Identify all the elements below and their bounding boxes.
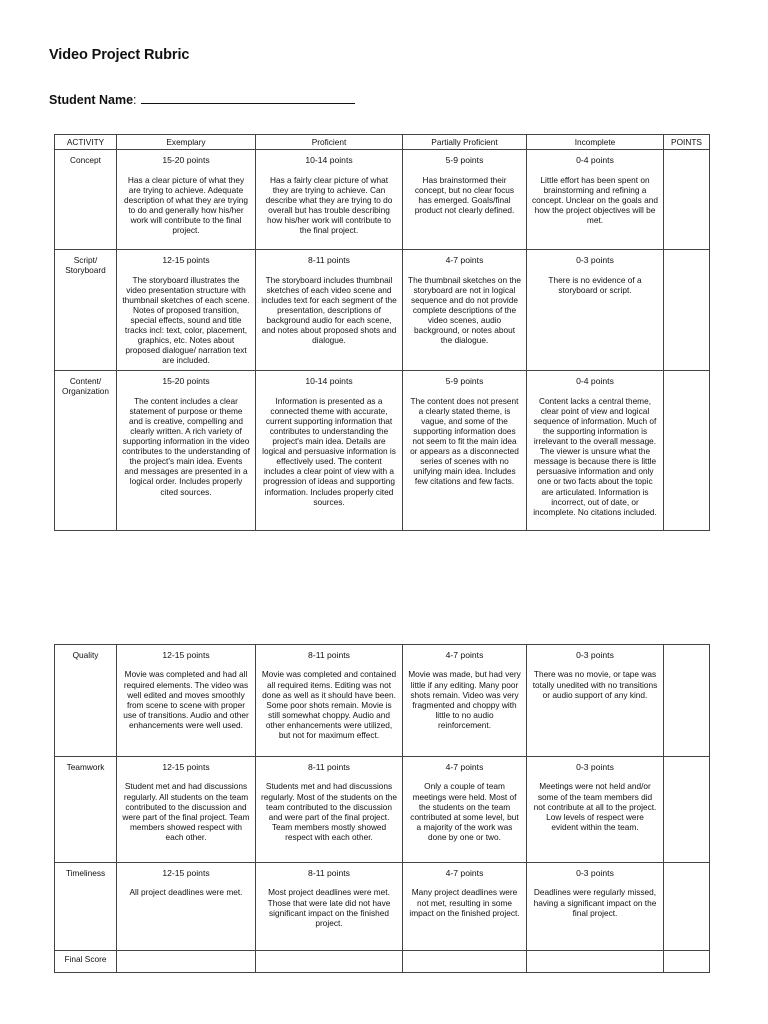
points-entry-cell[interactable]	[664, 371, 710, 531]
student-name-colon: :	[133, 93, 137, 107]
activity-label: Quality	[72, 650, 99, 660]
final-score-cell[interactable]	[527, 951, 664, 973]
points-range: 8-11 points	[308, 650, 350, 660]
partially-proficient-cell	[403, 863, 527, 951]
activity-cell	[55, 250, 117, 371]
criteria-text: The storyboard includes thumbnail sketches of each video scene and includes text for each segment of the presentation, descriptions of background audio for each scene, and notes about proposed shots and dialogue.	[261, 274, 397, 346]
criteria-text: The content does not present a clearly stated theme, is vague, and some of the supporting information does not seem to fit the main idea or appears as a disconnected series of scenes with no unifying main idea. Includes few citations and few facts.	[410, 395, 519, 487]
activity-label: Script/ Storyboard	[65, 255, 106, 276]
proficient-cell	[256, 863, 403, 951]
partially-proficient-cell	[403, 150, 527, 250]
proficient-cell	[256, 250, 403, 371]
activity-label: Teamwork	[66, 762, 105, 772]
row-script-storyboard	[55, 250, 710, 371]
points-entry-cell[interactable]	[664, 863, 710, 951]
proficient-cell	[256, 150, 403, 250]
criteria-text: Only a couple of team meetings were held. Most of the students on the team contributed at some level, but a majority of the work was done by one or two.	[410, 781, 519, 843]
points-range: 4-7 points	[445, 650, 484, 660]
header-row	[55, 135, 710, 150]
document-title: Video Project Rubric	[49, 47, 190, 63]
criteria-text: Movie was completed and contained all required items. Editing was not done as well as it should have been. Some poor shots remain. Movie is still somewhat choppy. Audio and other enhancements were utilized, but not for maximum effect.	[261, 669, 397, 741]
points-range: 5-9 points	[445, 155, 484, 166]
criteria-text: Has a clear picture of what they are trying to achieve. Adequate description of what they are trying to do and generally how his/her work will contribute to the final project.	[123, 174, 249, 236]
points-range: 12-15 points	[162, 762, 210, 772]
points-range: 8-11 points	[308, 868, 350, 878]
row-teamwork	[55, 757, 710, 863]
final-score-cell[interactable]	[256, 951, 403, 973]
points-range: 15-20 points	[162, 376, 210, 387]
proficient-cell	[256, 645, 403, 757]
incomplete-cell	[527, 863, 664, 951]
criteria-text: Students met and had discussions regularly. Most of the students on the team contributed to the discussion and were part of the final project. Team members mostly showed respect with each other.	[261, 781, 397, 843]
points-range: 4-7 points	[445, 868, 484, 878]
header-exemplary: Exemplary	[117, 135, 256, 150]
criteria-text: Deadlines were regularly missed, having a significant impact on the final project.	[533, 887, 657, 918]
final-score-label: Final Score	[55, 951, 117, 973]
header-points: POINTS	[664, 135, 710, 150]
criteria-text: Has brainstormed their concept, but no clear focus has emerged. Goals/final product not clearly defined.	[414, 174, 515, 215]
row-quality	[55, 645, 710, 757]
activity-label: Content/ Organization	[61, 376, 110, 397]
final-score-cell[interactable]	[403, 951, 527, 973]
criteria-text: Many project deadlines were not met, resulting in some impact on the finished project.	[409, 887, 520, 918]
criteria-text: Student met and had discussions regularly. All students on the team contributed to the discussion and were part of the final project. Team members showed respect with each other.	[122, 781, 250, 843]
points-range: 0-4 points	[576, 376, 614, 387]
points-range: 8-11 points	[308, 762, 350, 772]
row-timeliness	[55, 863, 710, 951]
criteria-text: Movie was completed and had all required elements. The video was well edited and moves smoothly from scene to scene with proper use of transitions. Audio and other enhancements were well used.	[123, 669, 249, 731]
points-range: 0-4 points	[576, 155, 614, 166]
row-final-score	[55, 951, 710, 973]
row-content-organization	[55, 371, 710, 531]
exemplary-cell	[117, 645, 256, 757]
exemplary-cell	[117, 863, 256, 951]
proficient-cell	[256, 757, 403, 863]
exemplary-cell	[117, 150, 256, 250]
incomplete-cell	[527, 150, 664, 250]
points-range: 15-20 points	[162, 155, 210, 166]
row-concept	[55, 150, 710, 250]
header-incomplete: Incomplete	[527, 135, 664, 150]
incomplete-cell	[527, 757, 664, 863]
exemplary-cell	[117, 250, 256, 371]
points-entry-cell[interactable]	[664, 645, 710, 757]
activity-label: Timeliness	[65, 868, 106, 878]
activity-cell	[55, 150, 117, 250]
partially-proficient-cell	[403, 371, 527, 531]
exemplary-cell	[117, 757, 256, 863]
criteria-text: Information is presented as a connected theme with accurate, current supporting information that contributes to understanding the project's main idea. Details are logical and persuasive information is effectively used. The content includes a clear point of view with a progression of ideas and supporting information. Includes properly cited sources.	[262, 395, 396, 507]
incomplete-cell	[527, 250, 664, 371]
incomplete-cell	[527, 371, 664, 531]
activity-label: Concept	[70, 155, 101, 166]
header-activity: ACTIVITY	[55, 135, 117, 150]
criteria-text: Most project deadlines were met. Those that were late did not have significant impact on the finished project.	[267, 887, 391, 928]
header-partially-proficient: Partially Proficient	[403, 135, 527, 150]
activity-cell	[55, 863, 117, 951]
points-range: 5-9 points	[445, 376, 484, 387]
points-range: 8-11 points	[308, 255, 350, 266]
points-range: 12-15 points	[162, 650, 210, 660]
final-score-total-cell[interactable]	[664, 951, 710, 973]
points-range: 12-15 points	[162, 868, 210, 878]
rubric-table-2	[54, 644, 710, 973]
criteria-text: Content lacks a central theme, clear point of view and logical sequence of information. Much of the supporting information is irrelevant to the overall message. The viewer is unsure what the message is because there is little persuasive information and only one or two facts about the topic are articulated. Information is incorrect, out of date, or incomplete. No citations included.	[533, 395, 657, 517]
criteria-text: There is no evidence of a storyboard or script.	[548, 274, 642, 295]
activity-cell	[55, 645, 117, 757]
points-range: 4-7 points	[445, 762, 484, 772]
points-range: 10-14 points	[305, 155, 353, 166]
points-range: 10-14 points	[305, 376, 353, 387]
activity-cell	[55, 371, 117, 531]
partially-proficient-cell	[403, 645, 527, 757]
criteria-text: Has a fairly clear picture of what they are trying to achieve. Can describe what they are trying to do overall but has trouble describing how his/her work will contribute to the final project.	[265, 174, 393, 236]
points-range: 0-3 points	[576, 650, 614, 660]
incomplete-cell	[527, 645, 664, 757]
points-range: 12-15 points	[162, 255, 210, 266]
points-range: 0-3 points	[576, 868, 614, 878]
criteria-text: The storyboard illustrates the video presentation structure with thumbnail sketches of each scene. Notes of proposed transition, special effects, sound and title tracks incl: text, color, placement, graphics, etc. Notes about proposed dialogue/ narration text are included.	[122, 274, 250, 366]
points-entry-cell[interactable]	[664, 150, 710, 250]
points-entry-cell[interactable]	[664, 250, 710, 371]
student-name-blank[interactable]	[141, 93, 355, 104]
proficient-cell	[256, 371, 403, 531]
criteria-text: Little effort has been spent on brainstorming and refining a concept. Unclear on the goals and how the project objectives will be met.	[532, 174, 658, 226]
rubric-table-1	[54, 134, 710, 531]
partially-proficient-cell	[403, 757, 527, 863]
points-range: 4-7 points	[445, 255, 484, 266]
criteria-text: Movie was made, but had very little if any editing. Many poor shots remain. Video was very fragmented and choppy with little to no audio reinforcement.	[408, 669, 521, 731]
points-range: 0-3 points	[576, 762, 614, 772]
activity-cell	[55, 757, 117, 863]
criteria-text: The thumbnail sketches on the storyboard are not in logical sequence and do not provide complete descriptions of the video scenes, audio background, or notes about the dialogue.	[408, 274, 521, 346]
criteria-text: All project deadlines were met.	[129, 887, 243, 898]
final-score-cell[interactable]	[117, 951, 256, 973]
header-proficient: Proficient	[256, 135, 403, 150]
student-name-line	[49, 93, 355, 107]
criteria-text: There was no movie, or tape was totally unedited with no transitions or audio support of any kind.	[532, 669, 658, 700]
partially-proficient-cell	[403, 250, 527, 371]
criteria-text: Meetings were not held and/or some of the team members did not contribute at all to the project. Low levels of respect were evident within the team.	[533, 781, 657, 832]
points-entry-cell[interactable]	[664, 757, 710, 863]
exemplary-cell	[117, 371, 256, 531]
criteria-text: The content includes a clear statement of purpose or theme and is creative, compelling and clearly written. A rich variety of supporting information in the video contributes to the understanding of the project's main idea. Events and messages are presented in a logical order. Includes properly cited sources.	[122, 395, 250, 497]
points-range: 0-3 points	[576, 255, 614, 266]
student-name-label: Student Name	[49, 93, 134, 107]
